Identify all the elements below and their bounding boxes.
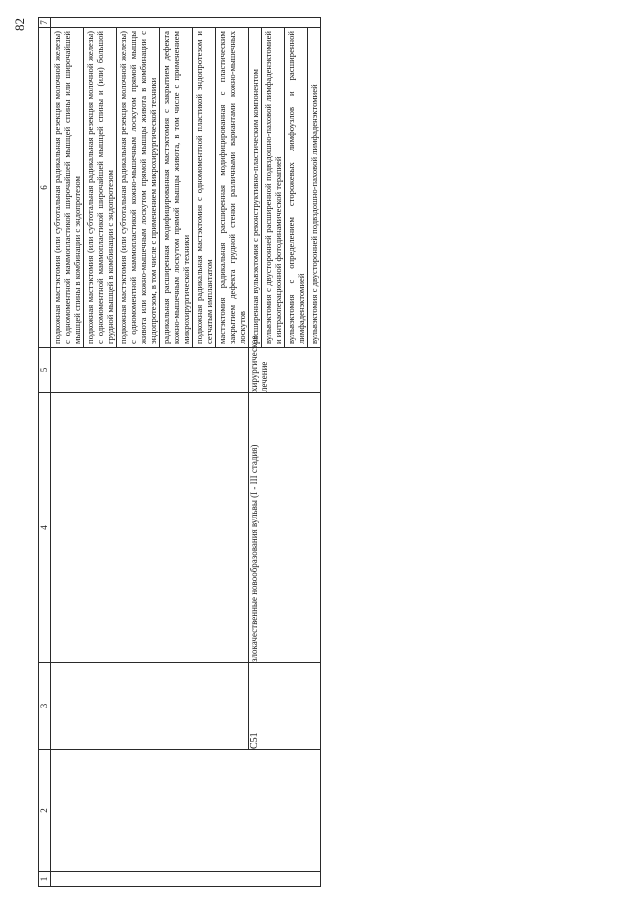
method-item: мастэктомия радикальная расширенная модифицированная с пластическим закрытием дефекта грудной стенки различными вариантами кожно-мышечных лоскутов — [217, 31, 247, 344]
index-cell — [51, 872, 321, 887]
column-header-2: 2 — [39, 750, 51, 872]
code-cell — [51, 663, 249, 750]
column-header-5: 5 — [39, 348, 51, 393]
method-item: вульвэктомия с двусторонней расширенной подвздошно-паховой лимфаденэктомией и интраоперационной фотодинамической терапией — [262, 28, 285, 347]
table-row — [51, 18, 249, 887]
treatment-cell — [51, 348, 249, 393]
methods-cell — [51, 28, 249, 348]
method-item: подкожная мастэктомия (или субтотальная радикальная резекция молочной железы) с одномоментной маммопластикой широчайшей мышцей спины и (или) большой грудной мышцей в комбинации с эндопротезом — [84, 28, 117, 347]
diagnosis-cell: злокачественные новообразования вульвы (I - III стадия) — [249, 393, 321, 663]
column-header-3: 3 — [39, 663, 51, 750]
method-item: радикальная расширенная модифицированная мастэктомия с закрытием дефекта кожно-мышечным лоскутом прямой мышцы живота, в том числе с применением микрохирургической техники — [160, 28, 193, 347]
procedures-table — [38, 17, 321, 887]
diagnosis-cell — [51, 393, 249, 663]
column-header-4: 4 — [39, 393, 51, 663]
method-item: подкожная мастэктомия (или субтотальная радикальная резекция молочной железы) с одномоментной маммопластикой кожно-мышечным лоскутом прямой мышцы живота или кожно-мышечным лоскутом прямой мышцы живота в комбинации с эндопротезом, в том числе с применением микрохирургической техники — [117, 28, 160, 347]
treatment-cell: хирургическое лечение — [249, 348, 321, 393]
method-item: вульвэктомия с двусторонней подвздошно-паховой лимфаденэктомией — [309, 84, 319, 344]
method-item: расширенная вульвэктомия с реконструктивно-пластическим компонентом — [249, 28, 262, 347]
column-header-1: 1 — [39, 872, 51, 887]
methods-cell — [249, 28, 321, 348]
method-item: вульвэктомия с определением сторожевых лимфоузлов и расширенной лимфаденэктомией — [285, 28, 308, 347]
page-number: 82 — [12, 18, 27, 31]
method-item: подкожная мастэктомия (или субтотальная радикальная резекция молочной железы) с одномоментной маммопластикой широчайшей мышцей спины или широчайшей мышцей спины в комбинации с эндопротезом — [51, 28, 84, 347]
column-header-6: 6 — [39, 28, 51, 348]
column-number-row — [39, 18, 51, 887]
column-header-7: 7 — [39, 18, 51, 28]
method-item: подкожная радикальная мастэктомия с одномоментной пластикой эндопротезом и сетчатым имплантатом — [193, 28, 216, 347]
group-cell — [51, 750, 321, 872]
norm-cell — [51, 18, 321, 28]
code-cell: C51 — [249, 663, 321, 750]
